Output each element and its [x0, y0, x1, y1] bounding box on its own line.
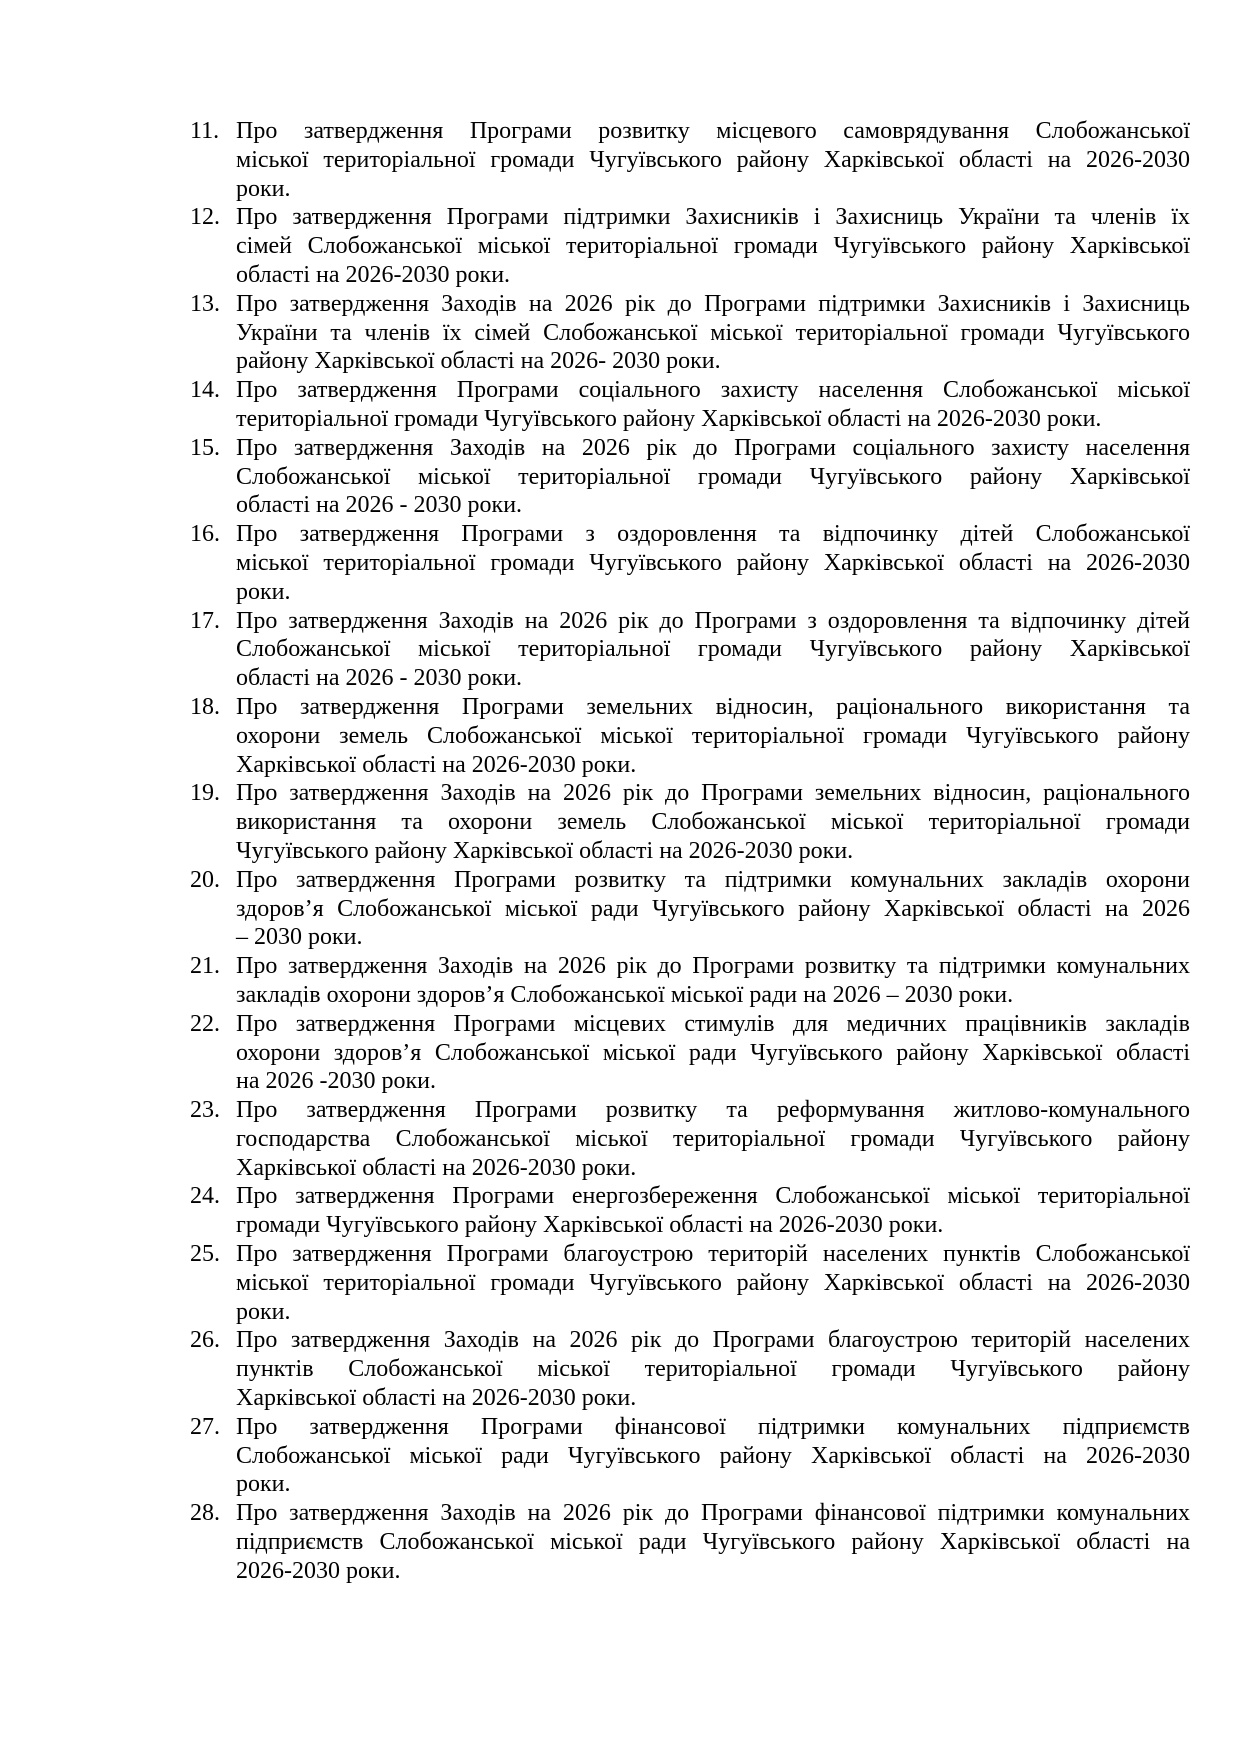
item-text-line: Про затвердження Заходів на 2026 рік до Програми фінансової підтримки комунальних — [236, 1500, 1190, 1527]
item-text-line: Про затвердження Програми розвитку та реформування житлово-комунального — [236, 1097, 1190, 1124]
item-number: 18. — [190, 693, 220, 720]
item-text-line: роки. — [236, 1298, 291, 1325]
agenda-item — [190, 1010, 1190, 1096]
item-text-line: Про затвердження Програми розвитку та підтримки комунальних закладів охорони — [236, 866, 1190, 893]
item-text-line: району Харківської області на 2026- 2030 роки. — [236, 348, 721, 375]
item-text-line: сімей Слобожанської міської територіальної громади Чугуївського району Харківської — [236, 233, 1190, 260]
item-number: 11. — [190, 118, 220, 144]
item-text-line: роки. — [236, 175, 291, 202]
agenda-item — [190, 117, 1190, 203]
item-text-line: Про затвердження Програми соціального захисту населення Слобожанської міської — [236, 377, 1190, 404]
item-text-line: Про затвердження Заходів на 2026 рік до Програми благоустрою територій населених — [236, 1327, 1190, 1354]
item-text-line: Про затвердження Програми благоустрою територій населених пунктів Слобожанської — [236, 1241, 1190, 1268]
item-text-line: 2026-2030 роки. — [236, 1557, 401, 1584]
agenda-item — [190, 376, 1190, 434]
item-number: 19. — [190, 780, 220, 807]
item-text-line: Про затвердження Програми фінансової підтримки комунальних підприємств — [236, 1413, 1190, 1440]
agenda-item — [190, 1182, 1190, 1240]
item-text-line: Про затвердження Програми з оздоровлення та відпочинку дітей Слобожанської — [236, 521, 1190, 548]
item-text-line: Про затвердження Заходів на 2026 рік до Програми підтримки Захисників і Захисниць — [236, 290, 1190, 317]
item-text-line: Про затвердження Заходів на 2026 рік до Програми з оздоровлення та відпочинку дітей — [236, 607, 1190, 634]
agenda-list — [190, 117, 1190, 1586]
item-text-line: охорони земель Слобожанської міської територіальної громади Чугуївського району — [236, 722, 1190, 749]
item-number: 15. — [190, 434, 220, 461]
item-text-line: закладів охорони здоров’я Слобожанської міської ради на 2026 – 2030 роки. — [236, 981, 1014, 1008]
item-text-line: міської територіальної громади Чугуївського району Харківської області на 2026-2030 — [236, 1269, 1190, 1296]
agenda-item — [190, 1499, 1190, 1585]
item-text-line: Слобожанської міської ради Чугуївського району Харківської області на 2026-2030 — [236, 1442, 1190, 1469]
agenda-item — [190, 1240, 1190, 1326]
item-text-line: здоров’я Слобожанської міської ради Чугуївського району Харківської області на 2026 — [236, 895, 1190, 922]
item-text-line: роки. — [236, 578, 291, 605]
item-text-line: Чугуївського району Харківської області на 2026-2030 роки. — [236, 837, 854, 864]
agenda-item — [190, 1326, 1190, 1412]
item-number: 25. — [190, 1241, 220, 1268]
item-text-line: громади Чугуївського району Харківської області на 2026-2030 роки. — [236, 1212, 944, 1239]
item-text-line: міської територіальної громади Чугуївського району Харківської області на 2026-2030 — [236, 146, 1190, 173]
item-text-line: області на 2026-2030 роки. — [236, 261, 511, 288]
item-text-line: господарства Слобожанської міської територіальної громади Чугуївського району — [236, 1125, 1190, 1152]
agenda-item — [190, 203, 1190, 289]
item-number: 21. — [190, 953, 220, 980]
item-number: 27. — [190, 1413, 220, 1440]
item-number: 14. — [190, 377, 220, 404]
item-text-line: України та членів їх сімей Слобожанської міської територіальної громади Чугуївського — [236, 319, 1190, 346]
item-text-line: Слобожанської міської територіальної громади Чугуївського району Харківської — [236, 463, 1190, 490]
agenda-item — [190, 779, 1190, 865]
item-number: 28. — [190, 1500, 220, 1527]
item-text-line: – 2030 роки. — [236, 924, 363, 951]
item-text-line: області на 2026 - 2030 роки. — [236, 492, 523, 519]
item-number: 24. — [190, 1183, 220, 1210]
agenda-item — [190, 520, 1190, 606]
item-text-line: Харківської області на 2026-2030 роки. — [236, 751, 637, 778]
item-text-line: роки. — [236, 1471, 291, 1498]
item-text-line: області на 2026 - 2030 роки. — [236, 665, 523, 692]
item-text-line: Про затвердження Програми підтримки Захисників і Захисниць України та членів їх — [236, 204, 1190, 231]
agenda-item — [190, 1096, 1190, 1182]
item-number: 13. — [190, 290, 220, 317]
item-number: 23. — [190, 1097, 220, 1124]
item-text-line: Про затвердження Програми розвитку місцевого самоврядування Слобожанської — [236, 118, 1190, 144]
item-text-line: пунктів Слобожанської міської територіальної громади Чугуївського району — [236, 1356, 1190, 1383]
agenda-item — [190, 290, 1190, 376]
agenda-item — [190, 434, 1190, 520]
item-number: 22. — [190, 1010, 220, 1037]
item-text-line: територіальної громади Чугуївського району Харківської області на 2026-2030 роки. — [236, 405, 1102, 432]
item-text-line: Про затвердження Заходів на 2026 рік до Програми розвитку та підтримки комунальних — [236, 953, 1190, 980]
item-text-line: Про затвердження Програми земельних відносин, раціонального використання та — [236, 693, 1190, 720]
item-text-line: Харківської області на 2026-2030 роки. — [236, 1154, 637, 1181]
item-text-line: Про затвердження Заходів на 2026 рік до Програми соціального захисту населення — [236, 434, 1190, 461]
item-number: 26. — [190, 1327, 220, 1354]
item-text-line: Про затвердження Програми місцевих стимулів для медичних працівників закладів — [236, 1010, 1190, 1037]
item-number: 16. — [190, 521, 220, 548]
item-text-line: міської територіальної громади Чугуївського району Харківської області на 2026-2030 — [236, 549, 1190, 576]
item-text-line: Харківської області на 2026-2030 роки. — [236, 1385, 637, 1412]
item-number: 17. — [190, 607, 220, 634]
item-text-line: підприємств Слобожанської міської ради Чугуївського району Харківської області на — [236, 1529, 1190, 1556]
agenda-item — [190, 607, 1190, 693]
agenda-item — [190, 866, 1190, 952]
agenda-item — [190, 693, 1190, 779]
item-text-line: Про затвердження Програми енергозбереження Слобожанської міської територіальної — [236, 1183, 1190, 1210]
item-number: 20. — [190, 866, 220, 893]
agenda-item — [190, 952, 1190, 1010]
item-text-line: охорони здоров’я Слобожанської міської ради Чугуївського району Харківської області — [236, 1039, 1190, 1066]
item-text-line: використання та охорони земель Слобожанської міської територіальної громади — [236, 809, 1190, 836]
item-text-line: на 2026 -2030 роки. — [236, 1068, 436, 1095]
item-text-line: Слобожанської міської територіальної громади Чугуївського району Харківської — [236, 636, 1190, 663]
item-number: 12. — [190, 204, 220, 231]
agenda-item — [190, 1413, 1190, 1499]
item-text-line: Про затвердження Заходів на 2026 рік до Програми земельних відносин, раціонального — [236, 780, 1190, 807]
